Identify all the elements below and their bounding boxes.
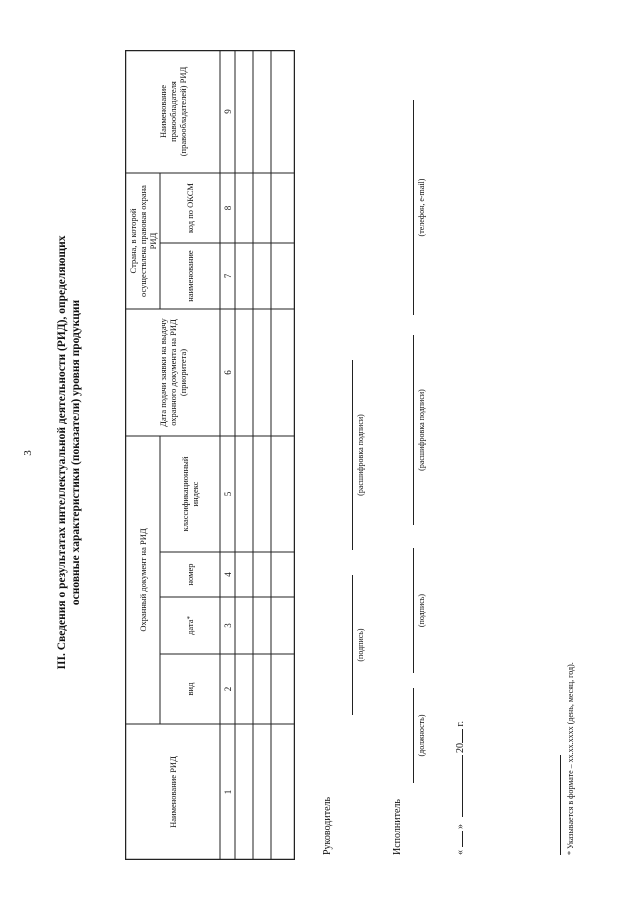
page-title	[55, 60, 83, 845]
header-date-label: дата	[185, 619, 195, 635]
head-signature-caption: (подпись)	[356, 628, 365, 662]
header-country-name: наименование	[185, 250, 195, 302]
table-row[interactable]	[271, 50, 295, 860]
header-number: номер	[185, 563, 195, 586]
title-line-2: основные характеристики (показатели) уровня продукции	[70, 299, 82, 606]
column-number-5: 5	[222, 491, 233, 497]
executor-label: Исполнитель	[392, 799, 403, 855]
rid-table	[125, 50, 295, 860]
executor-position-caption: (должность)	[417, 714, 426, 757]
column-number-3: 3	[222, 623, 233, 628]
title-line-1: III. Сведения о результатах интеллектуальной деятельности (РИД), определяющих	[56, 235, 68, 670]
date-open-quote: «	[455, 850, 466, 855]
header-protection-document: Охранный документ на РИД	[137, 528, 148, 632]
executor-signature-caption: (подпись)	[417, 593, 426, 628]
executor-phone-line[interactable]	[413, 100, 414, 315]
footnote: * Указывается в формате – хх.хх.хххх (день, месяц, год).	[566, 662, 575, 855]
header-application-date: Дата подачи заявки на выдачу охранного документа на РИД (приоритета)	[157, 318, 188, 427]
executor-decode-line[interactable]	[413, 335, 414, 525]
column-number-4: 4	[222, 572, 233, 577]
date-line	[455, 721, 466, 855]
column-number-9: 9	[222, 109, 233, 114]
table-row[interactable]	[253, 50, 271, 860]
header-date	[160, 597, 220, 654]
header-classification-index: классификационный индекс	[180, 456, 200, 532]
head-decode-line[interactable]	[352, 360, 353, 550]
executor-phone-caption: (телефон, e-mail)	[417, 178, 426, 237]
year-suffix: г.	[455, 721, 466, 727]
month-field[interactable]	[462, 756, 463, 818]
head-label: Руководитель	[322, 796, 333, 855]
column-number-8: 8	[222, 205, 233, 211]
header-rid-name: Наименование РИД	[167, 756, 178, 828]
date-close-quote: »	[455, 824, 466, 829]
header-date-footnote-mark: *	[186, 616, 194, 620]
column-number-6: 6	[222, 370, 233, 375]
head-decode-caption: (расшифровка подписи)	[356, 414, 365, 496]
header-protection-country: Страна, в которой осуществлена правовая охрана РИД	[127, 185, 158, 297]
footnote-separator	[560, 755, 561, 855]
header-oksm-code: код по ОКСМ	[185, 183, 195, 233]
executor-position-line[interactable]	[413, 688, 414, 783]
header-kind: вид	[185, 682, 195, 696]
column-number-1: 1	[222, 789, 233, 795]
column-number-2: 2	[222, 686, 233, 692]
head-signature-line[interactable]	[352, 575, 353, 715]
header-rightholder: Наименование правообладателя (правообладателей) РИД	[157, 66, 188, 157]
table-row[interactable]	[235, 50, 253, 860]
executor-decode-caption: (расшифровка подписи)	[417, 389, 426, 471]
page-number: 3	[22, 450, 34, 456]
year-prefix: 20	[455, 743, 466, 753]
day-field[interactable]	[462, 832, 463, 848]
executor-signature-line[interactable]	[413, 548, 414, 673]
year-field[interactable]	[462, 729, 463, 743]
column-number-7: 7	[222, 273, 233, 279]
